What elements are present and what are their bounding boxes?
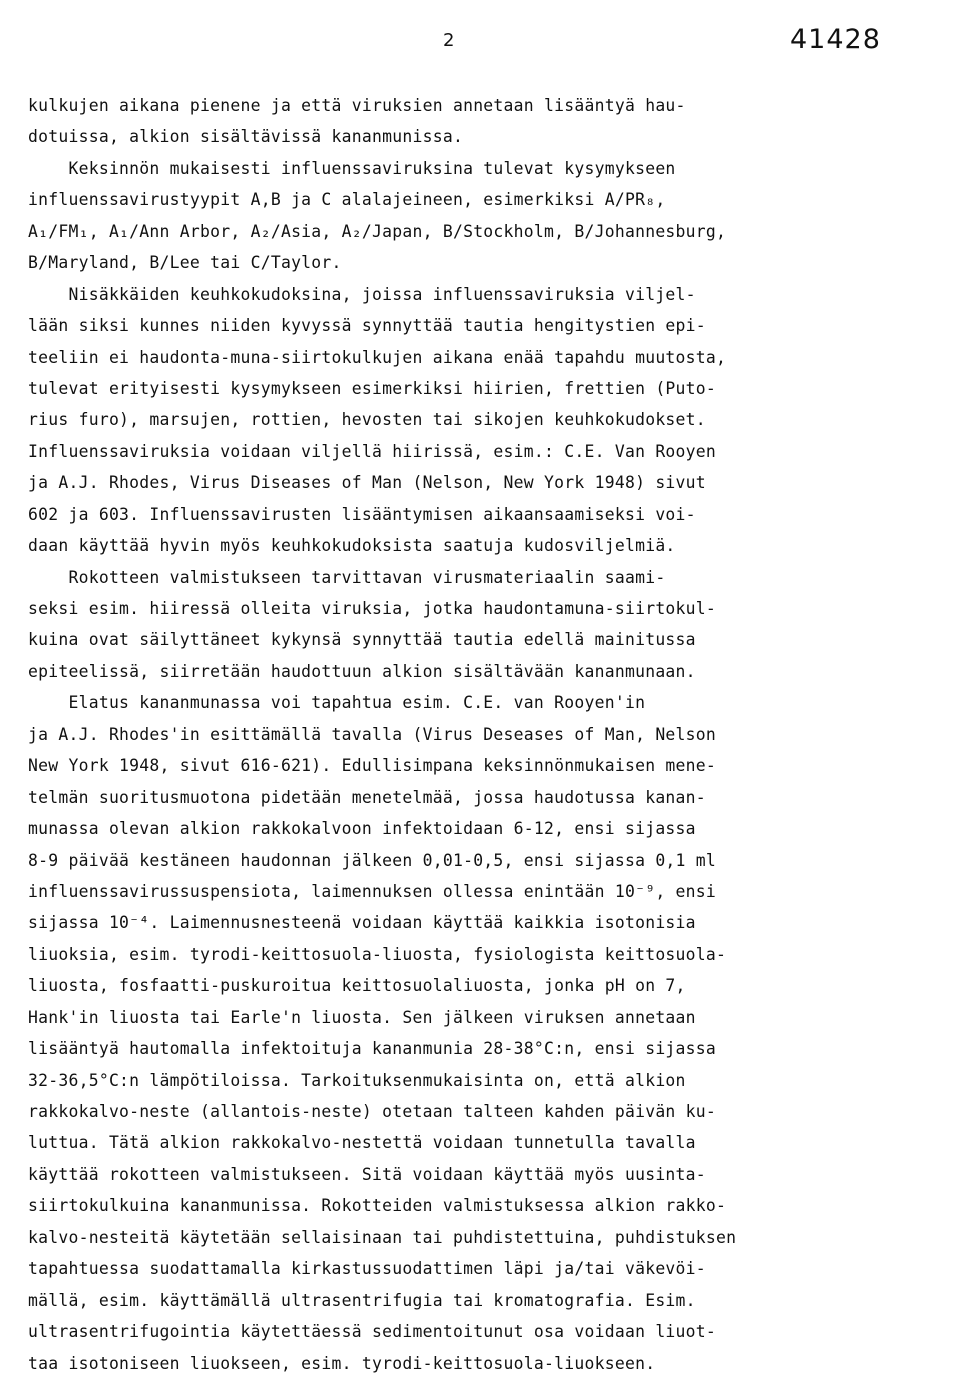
text-line: tulevat erityisesti kysymykseen esimerkiksi hiirien, frettien (Puto-: [28, 378, 717, 398]
text-line: ultrasentrifugointia käytettäessä sedimentoitunut osa voidaan liuot-: [28, 1322, 717, 1342]
text-line: seksi esim. hiiressä olleita viruksia, jotka haudontamuna-siirtokul-: [28, 599, 717, 618]
text-line: rakkokalvo-neste (allantois-neste) otetaan talteen kahden päivän ku-: [28, 1102, 717, 1121]
text-line: Hank'in liuosta tai Earle'n liuosta. Sen jälkeen viruksen annetaan: [28, 1007, 696, 1027]
text-line: daan käyttää hyvin myös keuhkokudoksista saatuja kudosviljelmiä.: [28, 536, 676, 556]
text-line: Elatus kananmunassa voi tapahtua esim. C.E. van Rooyen'in: [28, 693, 646, 713]
text-line: käyttää rokotteen valmistukseen. Sitä voidaan käyttää myös uusinta-: [28, 1164, 706, 1184]
text-line: sijassa 10⁻⁴. Laimennusnesteenä voidaan käyttää kaikkia isotonisia: [28, 913, 696, 933]
text-line: lään siksi kunnes niiden kyvyssä synnyttää tautia hengitystien epi-: [28, 316, 706, 336]
text-line: taa isotoniseen liuokseen, esim. tyrodi-keittosuola-liuokseen.: [28, 1353, 656, 1373]
text-line: teeliin ei haudonta-muna-siirtokulkujen aikana enää tapahdu muutosta,: [28, 347, 727, 367]
text-line: dotuissa, alkion sisältävissä kananmunissa.: [28, 127, 464, 147]
text-line: mällä, esim. käyttämällä ultrasentrifugia tai kromatografia. Esim.: [28, 1290, 696, 1310]
text-line: Influenssaviruksia voidaan viljellä hiirissä, esim.: C.E. Van Rooyen: [28, 441, 717, 461]
text-line: Keksinnön mukaisesti influenssaviruksina tulevat kysymykseen: [28, 158, 676, 178]
text-line: 8-9 päivää kestäneen haudonnan jälkeen 0,01-0,5, ensi sijassa 0,1 ml: [28, 850, 717, 870]
text-line: 602 ja 603. Influenssavirusten lisääntymisen aikaansaamiseksi voi-: [28, 504, 696, 524]
text-line: Nisäkkäiden keuhkokudoksina, joissa influenssaviruksia viljel-: [28, 284, 696, 304]
text-line: liuosta, fosfaatti-puskuroitua keittosuolaliuosta, jonka pH on 7,: [28, 976, 686, 996]
text-line: influenssavirustyypit A,B ja C alalajeineen, esimerkiksi A/PR₈,: [28, 190, 666, 210]
text-line: 32-36,5°C:n lämpötiloissa. Tarkoituksenmukaisinta on, että alkion: [28, 1070, 686, 1090]
text-line: lisääntyä hautomalla infektoituja kananmunia 28-38°C:n, ensi sijassa: [28, 1039, 717, 1059]
text-line: A₁/FM₁, A₁/Ann Arbor, A₂/Asia, A₂/Japan, B/Stockholm, B/Johannesburg,: [28, 221, 727, 241]
text-line: luttua. Tätä alkion rakkokalvo-nestettä voidaan tunnetulla tavalla: [28, 1133, 696, 1153]
document-number: 41428: [790, 24, 881, 55]
text-line: B/Maryland, B/Lee tai C/Taylor.: [28, 253, 342, 273]
text-line: rius furo), marsujen, rottien, hevosten tai sikojen keuhkokudokset.: [28, 410, 706, 430]
text-line: siirtokulkuina kananmunissa. Rokotteiden valmistuksessa alkion rakko-: [28, 1196, 727, 1216]
text-line: liuoksia, esim. tyrodi-keittosuola-liuosta, fysiologista keittosuola-: [28, 944, 727, 964]
text-line: munassa olevan alkion rakkokalvoon infektoidaan 6-12, ensi sijassa: [28, 819, 696, 839]
body-text: [28, 90, 953, 1379]
text-line: ja A.J. Rhodes'in esittämällä tavalla (Virus Deseases of Man, Nelson: [28, 724, 717, 744]
text-line: kuina ovat säilyttäneet kykynsä synnyttää tautia edellä mainitussa: [28, 630, 696, 650]
text-line: telmän suoritusmuotona pidetään menetelmää, jossa haudotussa kanan-: [28, 787, 706, 807]
page-number: 2: [443, 30, 455, 51]
text-line: Rokotteen valmistukseen tarvittavan virusmateriaalin saami-: [28, 567, 666, 587]
text-line: ja A.J. Rhodes, Virus Diseases of Man (Nelson, New York 1948) sivut: [28, 473, 706, 493]
text-line: influenssavirussuspensiota, laimennuksen ollessa enintään 10⁻⁹, ensi: [28, 881, 717, 901]
text-line: kulkujen aikana pienene ja että viruksien annetaan lisääntyä hau-: [28, 96, 686, 115]
text-line: kalvo-nesteitä käytetään sellaisinaan tai puhdistettuina, puhdistuksen: [28, 1227, 737, 1247]
text-line: epiteelissä, siirretään haudottuun alkion sisältävään kananmunaan.: [28, 661, 696, 681]
text-line: tapahtuessa suodattamalla kirkastussuodattimen läpi ja/tai väkevöi-: [28, 1259, 706, 1279]
text-line: New York 1948, sivut 616-621). Edullisimpana keksinnönmukaisen mene-: [28, 756, 717, 776]
